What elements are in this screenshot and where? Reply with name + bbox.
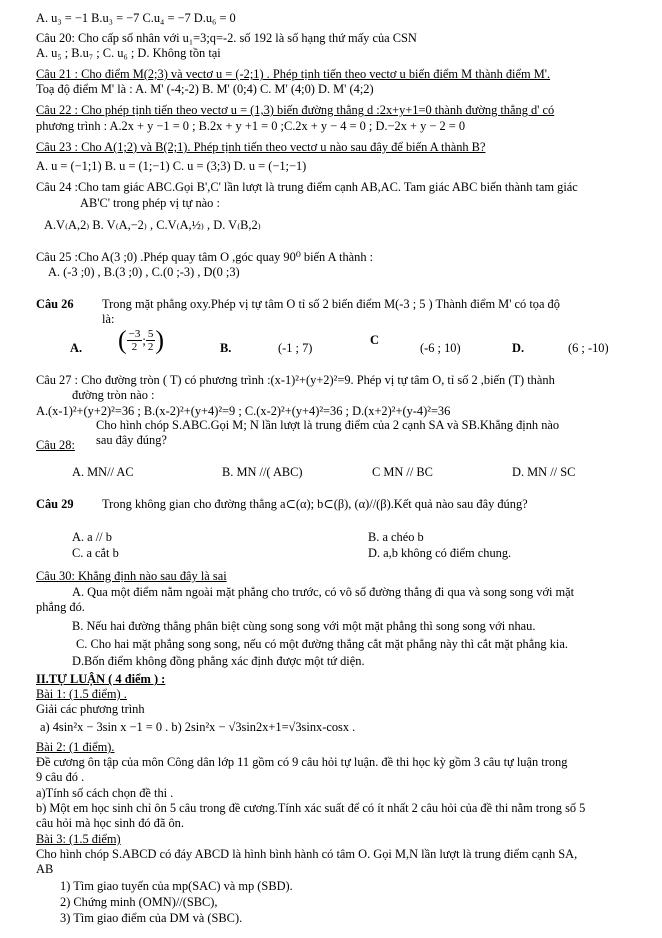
text-line: 3) Tìm giao điểm của DM và (SBC). xyxy=(60,911,243,925)
text-line: Câu 24 :Cho tam giác ABC.Gọi B',C' lần lượt là trung điểm cạnh AB,AC. Tam giác ABC biến thành tam giác xyxy=(36,180,578,194)
text-line: A. Qua một điểm nằm ngoài mặt phẳng cho trước, có vô số đường thẳng đi qua và song song với mặt xyxy=(72,585,575,599)
text-line: Câu 20: Cho cấp số nhân với u₁=3;q=-2. số 192 là số hạng thứ mấy của CSN xyxy=(36,31,417,45)
text-line: C. a cắt b xyxy=(72,546,119,560)
q26-fraction-1: $\frac{-3}{2}$ xyxy=(128,328,141,353)
text-line: A. u₅ ; B.u₇ ; C. u₆ ; D. Không tồn tại xyxy=(36,46,221,60)
text-line: A. u = (−1;1) B. u = (1;−1) C. u = (3;3) D. u = (−1;−1) xyxy=(36,159,307,173)
q28-option-d: D. MN // SC xyxy=(512,465,576,479)
q26-option-a-value: ( $\frac{-3}{2}$ ; $\frac{5}{2}$ ) xyxy=(118,325,165,355)
text-line: Trong mặt phẳng oxy.Phép vị tự tâm O tỉ số 2 biến điểm M(-3 ; 5 ) Thành điểm M' có tọa độ xyxy=(102,297,560,311)
text-line: B. Nếu hai đường thẳng phân biệt cùng song song với một mặt phẳng thì song song với nhau. xyxy=(72,619,536,633)
text-line: a) 4sin²x − 3sin x −1 = 0 . b) 2sin²x − √3sin2x+1=√3sinx-cosx . xyxy=(40,720,356,734)
text-line: Câu 26 xyxy=(36,297,74,311)
text-line: Câu 28: xyxy=(36,438,75,452)
text-line: Bài 3: (1.5 điểm) xyxy=(36,832,121,846)
text-line: câu hỏi mà học sinh đó đã ôn. xyxy=(36,816,184,830)
q28-option-b: B. MN //( ABC) xyxy=(222,465,303,479)
text-line: phẳng đó. xyxy=(36,600,85,614)
text-line: Câu 29 xyxy=(36,497,74,511)
text-line: phương trình : A.2x + y −1 = 0 ; B.2x + y +1 = 0 ;C.2x + y − 4 = 0 ; D.−2x + y − 2 = 0 xyxy=(36,119,466,133)
text-line: Câu 27 : Cho đường tròn ( T) có phương trình :(x-1)²+(y+2)²=9. Phép vị tự tâm O, tỉ số 2 ,biến (T) thành xyxy=(36,373,555,387)
text-line: Đề cương ôn tập của môn Công dân lớp 11 gồm có 9 câu hỏi tự luận. đề thi học kỳ gồm 3 câu tự luận trong xyxy=(36,755,568,769)
text-line: B. a chéo b xyxy=(368,530,424,544)
text-line: 9 câu đó . xyxy=(36,770,85,784)
q26-option-c-value: (-6 ; 10) xyxy=(420,341,461,355)
text-line: A. (-3 ;0) , B.(3 ;0) , C.(0 ;-3) , D(0 ;3) xyxy=(48,265,240,279)
text-line: Trong không gian cho đường thẳng a⊂(α); b⊂(β), (α)//(β).Kết quả nào sau đây đúng? xyxy=(102,497,528,511)
text-line: Giải các phương trình xyxy=(36,702,145,716)
text-line: Câu 21 : Cho điểm M(2;3) và vectơ u = (-2;1) . Phép tịnh tiến theo vectơ u biến điểm M thành điểm M'. xyxy=(36,67,551,81)
q26-fraction-2: $\frac{5}{2}$ xyxy=(147,328,154,353)
text-line: đường tròn nào : xyxy=(72,388,155,402)
text-line: Câu 25 :Cho A(3 ;0) .Phép quay tâm O ,góc quay 90⁰ biến A thành : xyxy=(36,250,374,264)
text-line: Bài 2: (1 điểm). xyxy=(36,740,115,754)
text-line: Câu 23 : Cho A(1;2) và B(2;1). Phép tịnh tiến theo vectơ u nào sau đây để biến A thành B? xyxy=(36,140,486,154)
text-line: A. a // b xyxy=(72,530,112,544)
text-line: Bài 1: (1.5 điểm) . xyxy=(36,687,127,701)
text-line: II.TỰ LUẬN ( 4 điểm ) : xyxy=(36,672,166,686)
q26-option-b-value: (-1 ; 7) xyxy=(278,341,313,355)
q26-option-a-label: A. xyxy=(70,341,83,355)
text-line: Cho hình chóp S.ABC.Gọi M; N lần lượt là trung điểm của 2 cạnh SA và SB.Khẳng định nào xyxy=(96,418,560,432)
q28-option-c: C MN // BC xyxy=(372,465,433,479)
text-line: A.V₍A,2₎ B. V₍A,−2₎ , C.V₍A,½₎ , D. V₍B,2₎ xyxy=(44,218,261,232)
text-line: A.(x-1)²+(y+2)²=36 ; B.(x-2)²+(y+4)²=9 ; C.(x-2)²+(y+4)²=36 ; D.(x+2)²+(y-4)²=36 xyxy=(36,404,451,418)
text-line: D. a,b không có điểm chung. xyxy=(368,546,512,560)
text-line: Câu 22 : Cho phép tịnh tiến theo vectơ u = (1,3) biến đường thẳng d :2x+y+1=0 thành đường thẳng d' có xyxy=(36,103,555,117)
text-line: AB xyxy=(36,862,54,876)
text-line: b) Một em học sinh chỉ ôn 5 câu trong đề cương.Tính xác suất để có ít nhất 2 câu hỏi của đề thi nằm trong số 5 xyxy=(36,801,586,815)
text-line: C. Cho hai mặt phẳng song song, nếu có một đường thẳng cắt mặt phẳng này thì cắt mặt phẳng kia. xyxy=(76,637,568,651)
q26-option-d-label: D. xyxy=(512,341,525,355)
text-line: D.Bốn điểm không đồng phẳng xác định được một tứ diện. xyxy=(72,654,365,668)
text-line: a)Tính số cách chọn đề thi . xyxy=(36,786,174,800)
q26-option-b-label: B. xyxy=(220,341,232,355)
text-line: AB'C' trong phép vị tự nào : xyxy=(80,196,220,210)
text-line: sau đây đúng? xyxy=(96,433,167,447)
q26-option-d-value: (6 ; -10) xyxy=(568,341,609,355)
q28-option-a: A. MN// AC xyxy=(72,465,134,479)
text-line: là: xyxy=(102,312,115,326)
text-line: Câu 30: Khẳng định nào sau đây là sai xyxy=(36,569,227,583)
text-line: Cho hình chóp S.ABCD có đáy ABCD là hình bình hành có tâm O. Gọi M,N lần lượt là trung điểm cạnh SA, xyxy=(36,847,578,861)
text-line: 1) Tìm giao tuyến của mp(SAC) và mp (SBD). xyxy=(60,879,293,893)
q26-option-c-label: C xyxy=(370,333,379,347)
text-line: 2) Chứng minh (OMN)//(SBC), xyxy=(60,895,218,909)
text-line: Toạ độ điểm M' là : A. M' (-4;-2) B. M' (0;4) C. M' (4;0) D. M' (4;2) xyxy=(36,82,374,96)
text-line: A. u₃ = −1 B.u₃ = −7 C.u₄ = −7 D.u₆ = 0 xyxy=(36,11,236,25)
